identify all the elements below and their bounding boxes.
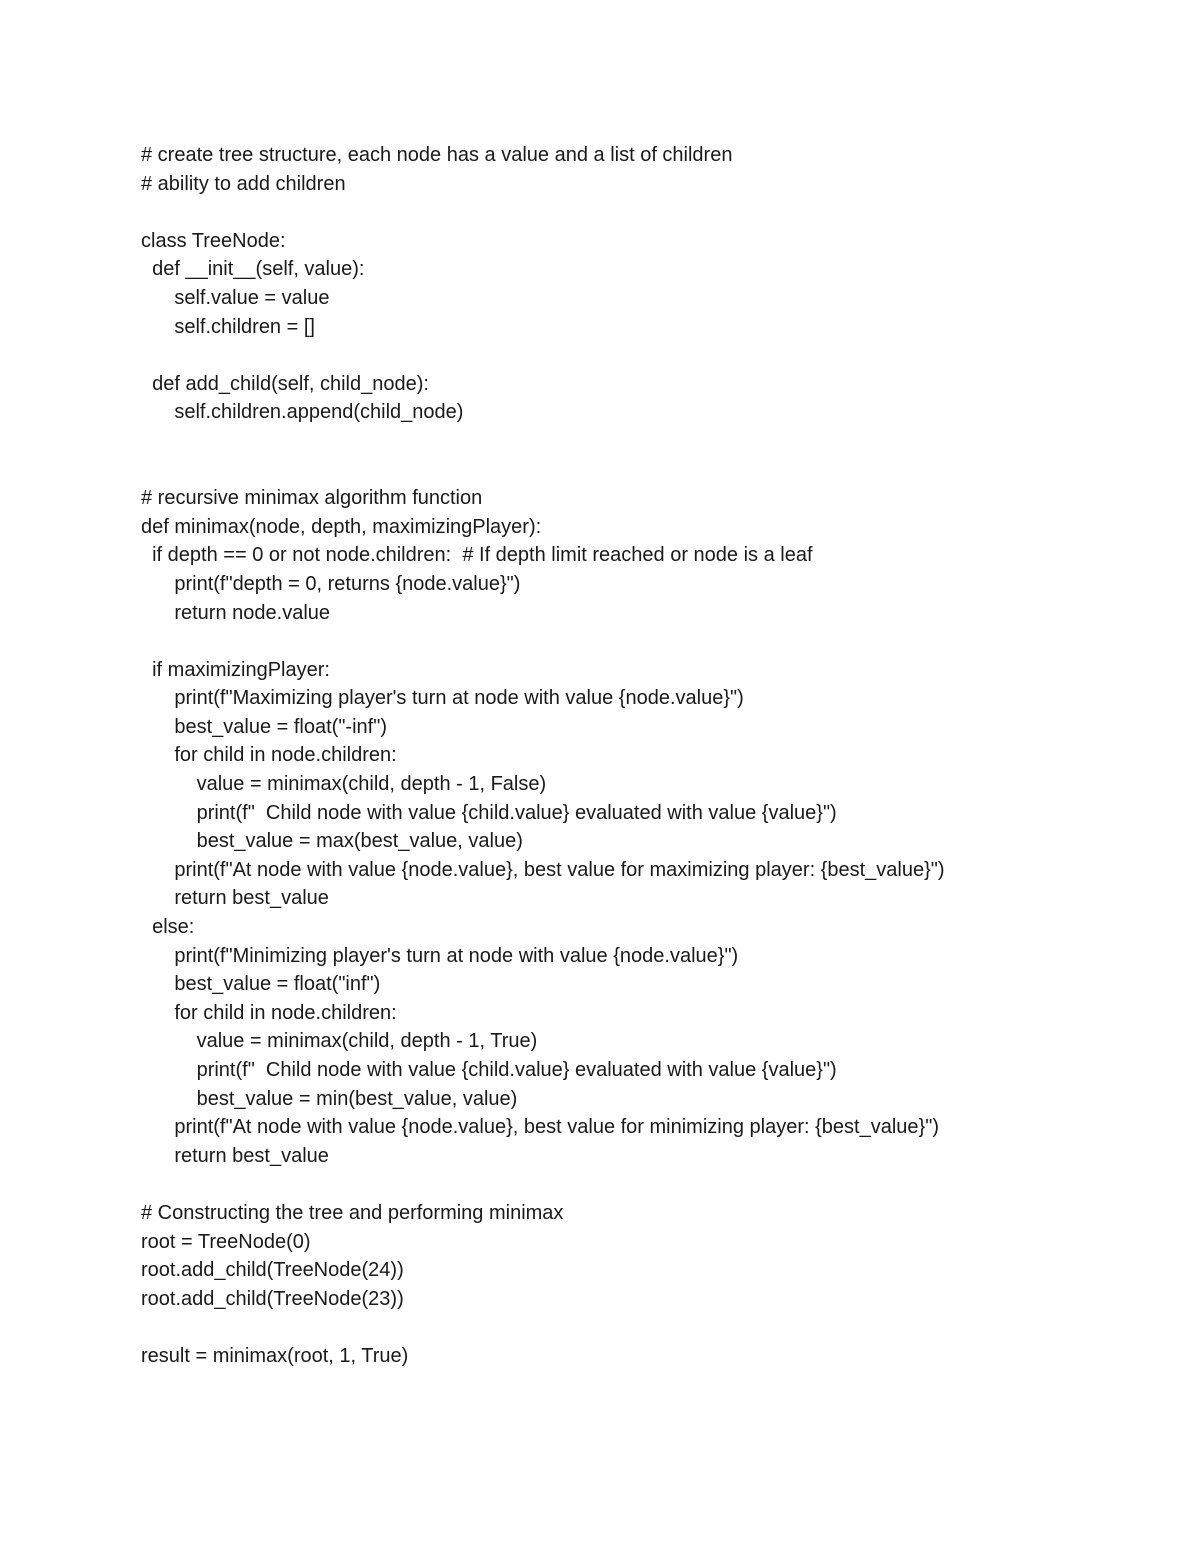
code-line: # Constructing the tree and performing minimax	[141, 1201, 564, 1224]
code-line: value = minimax(child, depth - 1, False)	[141, 773, 547, 796]
code-line: if maximizingPlayer:	[141, 658, 330, 681]
code-line: class TreeNode:	[141, 229, 286, 252]
code-line: def add_child(self, child_node):	[141, 372, 429, 395]
code-line: if depth == 0 or not node.children: # If depth limit reached or node is a leaf	[141, 544, 813, 567]
code-line	[141, 427, 1141, 456]
code-line: result = minimax(root, 1, True)	[141, 1344, 409, 1367]
code-line: def minimax(node, depth, maximizingPlayer):	[141, 515, 542, 538]
code-line: print(f"depth = 0, returns {node.value}")	[141, 572, 521, 595]
code-line: best_value = float("-inf")	[141, 715, 387, 738]
code-line: value = minimax(child, depth - 1, True)	[141, 1030, 538, 1053]
code-line	[141, 341, 1141, 370]
code-line: # recursive minimax algorithm function	[141, 487, 483, 510]
code-line: print(f"At node with value {node.value}, best value for maximizing player: {best_value}")	[141, 858, 945, 881]
code-line: self.value = value	[141, 286, 330, 309]
code-line: def __init__(self, value):	[141, 258, 365, 281]
code-line: else:	[141, 916, 195, 939]
code-line: # create tree structure, each node has a value and a list of children	[141, 144, 733, 166]
code-listing	[141, 141, 1141, 1371]
code-line	[141, 1170, 1141, 1199]
code-line: print(f" Child node with value {child.value} evaluated with value {value}")	[141, 801, 837, 824]
code-line: self.children = []	[141, 315, 315, 338]
code-line: self.children.append(child_node)	[141, 401, 464, 424]
code-line: print(f"Maximizing player's turn at node with value {node.value}")	[141, 687, 744, 710]
code-line: # ability to add children	[141, 172, 346, 195]
code-line: root = TreeNode(0)	[141, 1230, 311, 1253]
code-line: for child in node.children:	[141, 1001, 397, 1024]
code-line: return node.value	[141, 601, 331, 624]
code-line: print(f" Child node with value {child.value} evaluated with value {value}")	[141, 1059, 837, 1081]
code-line: best_value = max(best_value, value)	[141, 830, 523, 853]
code-line: root.add_child(TreeNode(23))	[141, 1287, 404, 1310]
code-line	[141, 198, 1141, 227]
code-line: return best_value	[141, 1144, 329, 1167]
code-line: root.add_child(TreeNode(24))	[141, 1259, 404, 1282]
code-line: print(f"Minimizing player's turn at node with value {node.value}")	[141, 944, 739, 967]
code-line: return best_value	[141, 887, 329, 910]
code-line: best_value = min(best_value, value)	[141, 1087, 518, 1110]
code-line	[141, 456, 1141, 485]
code-line: print(f"At node with value {node.value}, best value for minimizing player: {best_value}")	[141, 1116, 939, 1139]
code-line	[141, 627, 1141, 656]
code-line	[141, 1313, 1141, 1342]
code-line: best_value = float("inf")	[141, 973, 381, 996]
code-line: for child in node.children:	[141, 744, 397, 767]
